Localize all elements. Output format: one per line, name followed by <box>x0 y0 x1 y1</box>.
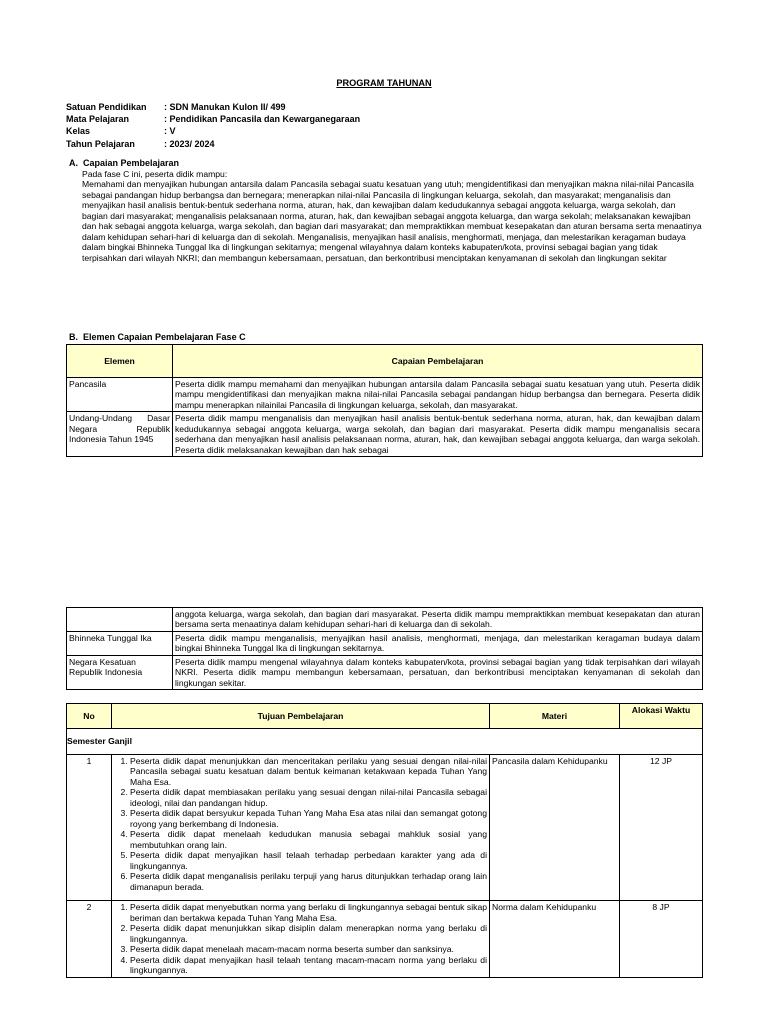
section-b-heading <box>66 332 246 343</box>
capaian-cell: Peserta didik mampu menganalisis, menyajikan hasil analisis, menghormati, menjaga, dan melestarikan keragaman budaya dalam bingkai Bhinneka Tunggal Ika di lingkungan sekitarnya. <box>173 631 703 655</box>
identity-value: : Pendidikan Pancasila dan Kewarganegaraan <box>164 114 361 125</box>
table-row <box>67 412 703 457</box>
table-row <box>67 378 703 412</box>
identity-value: : SDN Manukan Kulon II/ 499 <box>164 102 286 112</box>
identity-row-satuan <box>66 101 360 113</box>
section-capaian-pembelajaran <box>66 158 702 263</box>
document-title: PROGRAM TAHUNAN <box>336 78 432 88</box>
tujuan-list <box>114 756 487 892</box>
list-item: 3. Peserta didik dapat bersyukur kepada Tuhan Yang Maha Esa atas nilai dan semangat gotong royong yang berkembang di Indonesia. <box>130 808 487 829</box>
elemen-cell: Bhinneka Tunggal Ika <box>67 631 173 655</box>
table-row <box>67 755 703 901</box>
elemen-table-header <box>67 345 703 378</box>
identity-value: : V <box>164 126 176 137</box>
identity-row-tahun <box>66 138 360 150</box>
section-b-letter: B. <box>69 332 78 342</box>
col-tujuan-header: Tujuan Pembelajaran <box>112 704 490 729</box>
elemen-table-page1 <box>66 344 703 457</box>
col-materi-header: Materi <box>490 704 620 729</box>
tujuan-list <box>114 902 487 975</box>
table-row <box>67 901 703 977</box>
table-row <box>67 655 703 689</box>
section-a-body: Memahami dan menyajikan hubungan antarsila dalam Pancasila sebagai suatu kesatuan yang utuh; mengidentifikasi dan menyajikan makna nilai-nilai Pancasila sebagai pandangan hidup berbangsa dan bernegara; menerapkan nilai-nilai Pancasila di lingkungan keluarga, sekolah, dan masyarakat; menganalisis dan menyajikan hasil analisis bentuk-bentuk sederhana norma, aturan, hak, dan kewajiban dalam kedudukannya sebagai anggota keluarga, warga sekolah, dan bagian dari masyarakat; menganalisis pelaksanaan norma, aturan, hak, dan kewajiban sebagai anggota keluarga, dan warga sekolah; melaksanakan kewajiban dan hak sebagai anggota keluarga, warga sekolah, dan bagian dari masyarakat; dan mempraktikkan membuat kesepakatan dan aturan bersama serta menaatinya dalam kehidupan sehari-hari di keluarga dan di sekolah. Menganalisis, menyajikan hasil analisis, menghormati, menjaga, dan melestarikan keragaman budaya dalam bingkai Bhinneka Tunggal Ika di lingkungan sekitarnya; mengenal wilayahnya dalam konteks kabupaten/kota, provinsi sebagai bagian yang tidak terpisahkan dari wilayah NKRI; dan membangun kebersamaan, persatuan, dan berkontribusi menciptakan kenyamanan di sekolah dan lingkungan sekitar <box>82 179 702 263</box>
list-item: 6. Peserta didik dapat menganalisis perilaku terpuji yang harus ditunjukkan terhadap orang lain dimanapun berada. <box>130 871 487 892</box>
tujuan-pembelajaran-table <box>66 703 703 978</box>
col-capaian-header: Capaian Pembelajaran <box>173 345 703 378</box>
identity-row-kelas <box>66 125 360 137</box>
col-alokasi-header: Alokasi Waktu <box>620 704 703 729</box>
col-elemen-header: Elemen <box>67 345 173 378</box>
list-item: 5. Peserta didik dapat menyajikan hasil telaah terhadap perbedaan karakter yang ada di lingkungannya. <box>130 850 487 871</box>
section-a-letter: A. <box>69 158 78 168</box>
identity-block <box>66 101 360 150</box>
identity-label: Mata Pelajaran <box>66 114 130 125</box>
elemen-cell: Pancasila <box>67 378 173 412</box>
capaian-cell: anggota keluarga, warga sekolah, dan bagian dari masyarakat. Peserta didik mampu mempraktikkan membuat kesepakatan dan aturan bersama serta menaatinya dalam kehidupan sehari-hari di keluarga dan di sekolah. <box>173 608 703 632</box>
capaian-cell: Peserta didik mampu memahami dan menyajikan hubungan antarsila dalam Pancasila sebagai suatu kesatuan yang utuh. Peserta didik mampu mengidentifikasi dan menyajikan makna nilai-nilai Pancasila sebagai pandangan hidup berbangsa dan bernegara. Peserta didik mampu menerapkan nilainilai Pancasila di lingkungan keluarga, sekolah, dan masyarakat. <box>173 378 703 412</box>
list-item: 3. Peserta didik dapat menelaah macam-macam norma beserta sumber dan sanksinya. <box>130 944 487 954</box>
list-item: 1. Peserta didik dapat menyebutkan norma yang berlaku di lingkungannya sebagai bentuk sikap beriman dan bertakwa kepada Tuhan Yang Maha Esa. <box>130 902 487 923</box>
elemen-cell <box>67 608 173 632</box>
section-a-intro: Pada fase C ini, peserta didik mampu: <box>82 168 228 179</box>
identity-label: Kelas <box>66 126 91 137</box>
identity-label: Tahun Pelajaran <box>66 138 135 149</box>
materi-cell: Pancasila dalam Kehidupanku <box>490 755 620 901</box>
section-b-title: Elemen Capaian Pembelajaran Fase C <box>83 332 246 342</box>
elemen-cell: Undang-Undang Dasar Negara Republik Indonesia Tahun 1945 <box>67 412 173 457</box>
identity-label: Satuan Pendidikan <box>66 102 147 112</box>
identity-row-mapel <box>66 113 360 125</box>
list-item: 4. Peserta didik dapat menelaah kedudukan manusia sebagai mahkluk sosial yang membutuhkan orang lain. <box>130 829 487 850</box>
section-a-heading <box>66 158 702 169</box>
semester-label: Semester Ganjil <box>67 729 703 755</box>
row-number: 2 <box>67 901 112 977</box>
tujuan-cell <box>112 755 490 901</box>
table-row <box>67 631 703 655</box>
alokasi-cell: 12 JP <box>620 755 703 901</box>
list-item: 2. Peserta didik dapat membiasakan perilaku yang sesuai dengan nilai-nilai Pancasila sebagai ideologi, nilai dan pandangan hidup. <box>130 787 487 808</box>
list-item: 1. Peserta didik dapat menunjukkan dan menceritakan perilaku yang sesuai dengan nilai-nilai Pancasila sebagai suatu kesatuan dalam bentuk keimanan ketakwaan kepada Tuhan Yang Maha Esa. <box>130 756 487 787</box>
list-item: 4. Peserta didik dapat menyajikan hasil telaah tentang macam-macam norma yang berlaku di lingkungannya. <box>130 955 487 976</box>
identity-value: : 2023/ 2024 <box>164 138 215 149</box>
materi-cell: Norma dalam Kehidupanku <box>490 901 620 977</box>
semester-row <box>67 729 703 755</box>
tp-table-header <box>67 704 703 729</box>
section-a-title: Capaian Pembelajaran <box>83 158 180 168</box>
list-item: 2. Peserta didik dapat menunjukkan sikap disiplin dalam menerapkan norma yang berlaku di lingkungannya. <box>130 923 487 944</box>
table-row <box>67 608 703 632</box>
elemen-cell: Negara Kesatuan Republik Indonesia <box>67 655 173 689</box>
capaian-cell: Peserta didik mampu menganalisis dan menyajikan hasil analisis bentuk-bentuk sederhana norma, aturan, hak, dan kewajiban dalam kedudukannya sebagai anggota keluarga, warga sekolah, dan bagian dari masyarakat. Peserta didik mampu menganalisis secara sederhana dan menyajikan hasil analisis pelaksanaan norma, aturan, hak, dan kewajiban sebagai anggota keluarga, dan warga sekolah. Peserta didik melaksanakan kewajiban dan hak sebagai <box>173 412 703 457</box>
col-no-header: No <box>67 704 112 729</box>
alokasi-cell: 8 JP <box>620 901 703 977</box>
elemen-table-page2 <box>66 607 703 690</box>
capaian-cell: Peserta didik mampu mengenal wilayahnya dalam konteks kabupaten/kota, provinsi sebagai bagian yang tidak terpisahkan dari wilayah NKRI. Peserta didik mampu membangun kebersamaan, persatuan, dan berkontribusi menciptakan kenyamanan di sekolah dan lingkungan sekitar. <box>173 655 703 689</box>
row-number: 1 <box>67 755 112 901</box>
tujuan-cell <box>112 901 490 977</box>
